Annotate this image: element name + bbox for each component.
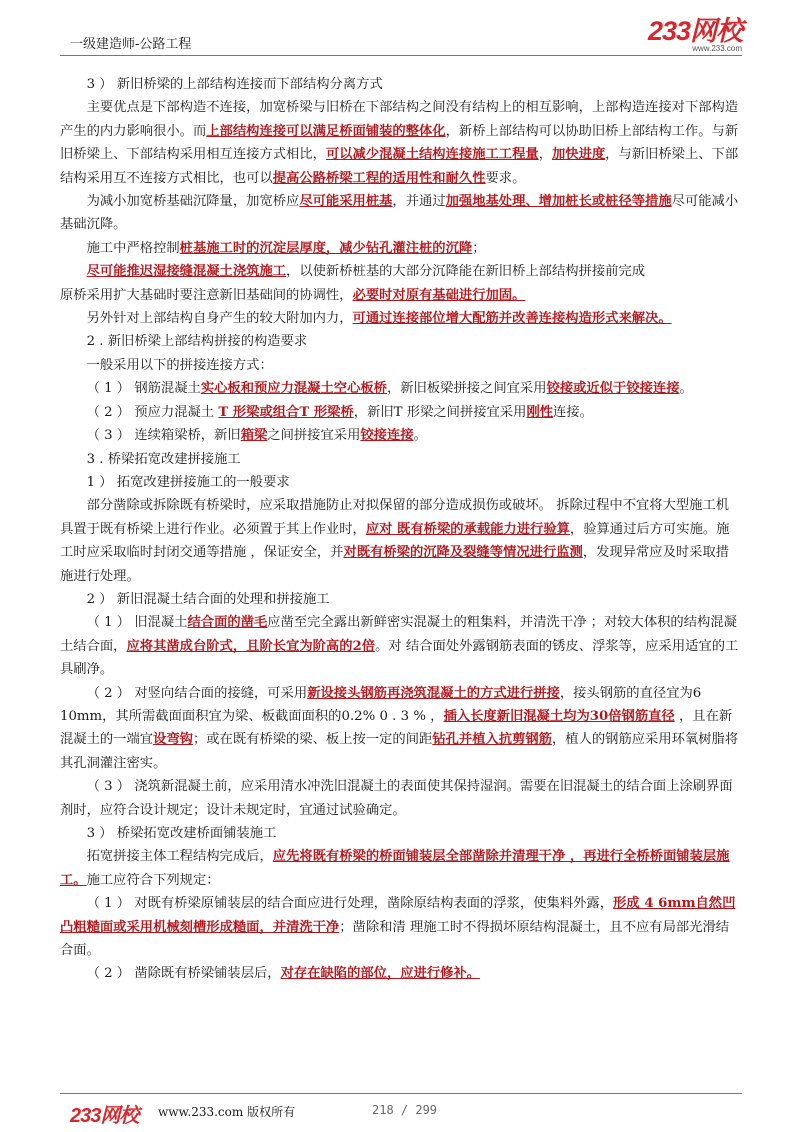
highlighted-text: 加快进度 [551,147,606,163]
highlighted-text: 桩基施工时的沉淀层厚度，减少钻孔灌注桩的沉降 [179,240,473,256]
highlighted-text: 提高公路桥梁工程的适用性和耐久性 [272,170,486,186]
text-run: （ 1 ） 对既有桥梁原铺装层的结合面应进行处理，凿除原结构表面的浮浆，使集料外露， [86,896,614,912]
text-run: （ 1 ） 旧混凝土 [86,615,188,631]
brand-logo-url: www.233.com [692,44,742,53]
paragraph [60,471,742,494]
paragraph [60,775,742,822]
highlighted-text: 实心板和预应力混凝土空心板桥 [200,381,387,397]
text-run: （ 3 ） 浇筑新混凝土前，应采用清水冲洗旧混凝土的表面使其保持湿润。需要在旧混凝土的结合面上涂刷界面剂时，应符合设计规定；设计未规定时，宜通过试验确定。 [60,779,733,818]
text-run: 3 ） 新旧桥梁的上部结构连接而下部结构分离方式 [86,77,383,92]
text-run: 之间拼接宜采用 [267,428,361,444]
text-run: 连接。 [553,404,593,420]
paragraph [60,892,742,962]
paragraph [60,611,742,681]
highlighted-text: 铰接连接 [360,428,414,444]
paragraph [60,354,742,377]
text-run: 。对 结合面处外露钢筋表面的锈皮、浮浆等，应采用适宜的工具刷净。 [60,638,739,678]
highlighted-text: 箱梁 [240,428,268,444]
footer-logo: 233网校 [70,1105,139,1127]
highlighted-text: 可以减少混凝土结构连接施工工程量 [325,147,539,163]
text-run: 2 ） 新旧混凝土结合面的处理和拼接施工 [86,591,330,607]
text-run: （ 3 ） 连续箱梁桥，新旧 [86,428,241,444]
highlighted-text: T 形梁或组合T 形梁桥 [218,404,354,420]
text-run: 3 . 桥梁拓宽改建拼接施工 [86,451,241,467]
highlighted-text: 插入长度新旧混凝土均为30倍钢筋直径 [443,708,675,724]
paragraph [60,424,742,447]
text-run: ，新桥上部结构可以协助旧桥上部结构工作。与新旧桥梁上、下部结构采用相互连接方式相比， [60,123,739,163]
text-run: ，新旧板梁拼接之间宜采用 [386,381,547,397]
text-run: 主要优点是下部构造不连接，加宽桥梁与旧桥在下部结构之间没有结构上的相互影响，上部构造连接对下部构造产生的内力影响很小。而 [60,100,739,139]
text-run: （ 2 ） 凿除既有桥梁铺装层后， [86,966,281,982]
text-run: ，验算通过后方可实施。施工时应采取临时封闭交通等措施 ，保证安全，并 [60,521,730,561]
paragraph [60,260,742,283]
text-run: 一般采用以下的拼接连接方式： [86,357,273,373]
text-run: ，以使新桥桩基的大部分沉降能在新旧桥上部结构拼接前完成 [286,264,646,280]
highlighted-text: 刚性 [526,404,554,420]
text-run: 施工中严格控制 [86,240,180,256]
text-run: 另外针对上部结构自身产生的较大附加内力， [86,311,353,327]
text-run: 3 ） 桥梁拓宽改建桥面铺装施工 [86,826,277,841]
text-run: ，与新旧桥梁上、下部结构采用互不连接方式相比，也可以 [60,147,739,186]
text-run: ，并通过 [392,194,446,210]
paragraph [60,190,742,237]
text-run: 尽可能减小基础沉降。 [60,194,739,233]
highlighted-text: 尽可能采用桩基 [299,194,393,210]
highlighted-text: 铰接或近似于铰接连接 [546,381,680,397]
paragraph [60,588,742,611]
paragraph [60,284,742,307]
text-run: 2 . 新旧桥梁上部结构拼接的构造要求 [86,334,308,350]
text-run: ，发现异常应及时采取措施进行处理。 [60,545,730,584]
highlighted-text: 上部结构连接可以满足桥面铺装的整体化 [206,123,446,139]
paragraph [60,330,742,353]
highlighted-text: 加强地基处理、增加桩长或桩径等措施 [445,194,672,210]
text-run: 要求。 [485,170,526,186]
header-title: 一级建造师-公路工程 [70,37,192,52]
text-run: （ 2 ） 预应力混凝土 [86,404,219,420]
footer-copyright: www.233.com 版权所有 [158,1105,296,1119]
highlighted-text: 对存在缺陷的部位，应进行修补。 [280,966,481,982]
highlighted-text: 尽可能推迟湿接缝混凝土浇筑施工 [86,264,287,280]
text-run: ， [538,147,552,163]
paragraph [60,307,742,330]
highlighted-text: 可通过连接部位增大配筋并改善连接构造形式来解决。 [352,311,672,327]
highlighted-text: 必要时对原有基础进行加固。 [352,287,526,303]
header-divider [60,55,742,56]
text-run: （ 1 ） 钢筋混凝土 [86,381,201,397]
text-run: ，植人的钢筋应采用环氧树脂将其孔洞灌注密实。 [60,732,739,771]
brand-logo-text: 233网校 [647,16,742,46]
text-run: 。 [679,381,693,397]
paragraph [60,822,742,845]
highlighted-text: 形成 4 6mm自然凹凸粗糙面或采用机械刻槽形成糙面，并清洗干净 [60,896,736,935]
page-number: 218 / 299 [372,1103,438,1117]
text-run: 应凿至完全露出新鲜密实混凝土的粗集料，并清洗干净 ；对较大体积的结构混凝土结合面， [60,615,737,654]
paragraph [60,448,742,471]
text-run: 为减小加宽桥基础沉降量，加宽桥应 [86,194,300,210]
paragraph [60,494,742,588]
paragraph [60,401,742,424]
highlighted-text: 设弯钩 [153,732,193,748]
text-run: 。 [413,428,427,444]
brand-logo [648,18,742,53]
text-run: ，且在新混凝土的一端宜 [60,708,733,748]
paragraph [60,96,742,190]
text-run: ； [472,240,486,256]
text-run: 原桥采用扩大基础时要注意新旧基础间的协调性， [60,287,353,303]
highlighted-text: 应先将既有桥梁的桥面铺装层全部凿除并清理干净 ，再进行全桥桥面铺装层施工。 [60,849,730,888]
text-run: 1 ） 拓宽改建拼接施工的一般要求 [86,474,290,490]
text-run: （ 2 ） 对竖向结合面的接缝，可采用 [86,685,308,701]
paragraph [60,73,742,96]
text-run: ，接头钢筋的直径宜为6 10mm，其所需截面面积宜为梁、板截面面积的0.2% 0 . 3 % ， [60,685,702,724]
text-run: ；凿除和清 理施工时不得损坏原结构混凝土，且不应有局部光滑结合面。 [60,919,730,959]
paragraph [60,682,742,776]
highlighted-text: 应将其凿成台阶式，且阶长宜为阶高的2倍 [126,638,376,654]
highlighted-text: 新设接头钢筋再浇筑混凝土的方式进行拼接 [307,685,560,701]
paragraph [60,962,742,985]
highlighted-text: 钻孔并植入抗剪钢筋 [432,732,552,748]
text-run: ；或在既有桥梁的梁、板上按一定的间距 [192,732,433,748]
text-run: 部分凿除或拆除既有桥梁时，应采取措施防止对拟保留的部分造成损伤或破坏。 拆除过程中不宜将大型施工机具置于既有桥梁上进行作业。必须置于其上作业时， [60,498,730,537]
footer-divider [60,1093,742,1094]
text-run: 施工应符合下列规定： [86,872,220,888]
document-body [60,73,742,986]
text-run: 拓宽拼接主体工程结构完成后， [86,849,273,865]
highlighted-text: 结合面的凿毛 [187,615,268,631]
paragraph [60,237,742,260]
highlighted-text: 对既有桥梁的沉降及裂缝等情况进行监测 [343,545,583,561]
text-run: ，新旧T 形梁之间拼接宜采用 [353,404,527,420]
paragraph [60,377,742,400]
highlighted-text: 应对 既有桥梁的承载能力进行验算 [365,521,570,537]
paragraph [60,845,742,892]
